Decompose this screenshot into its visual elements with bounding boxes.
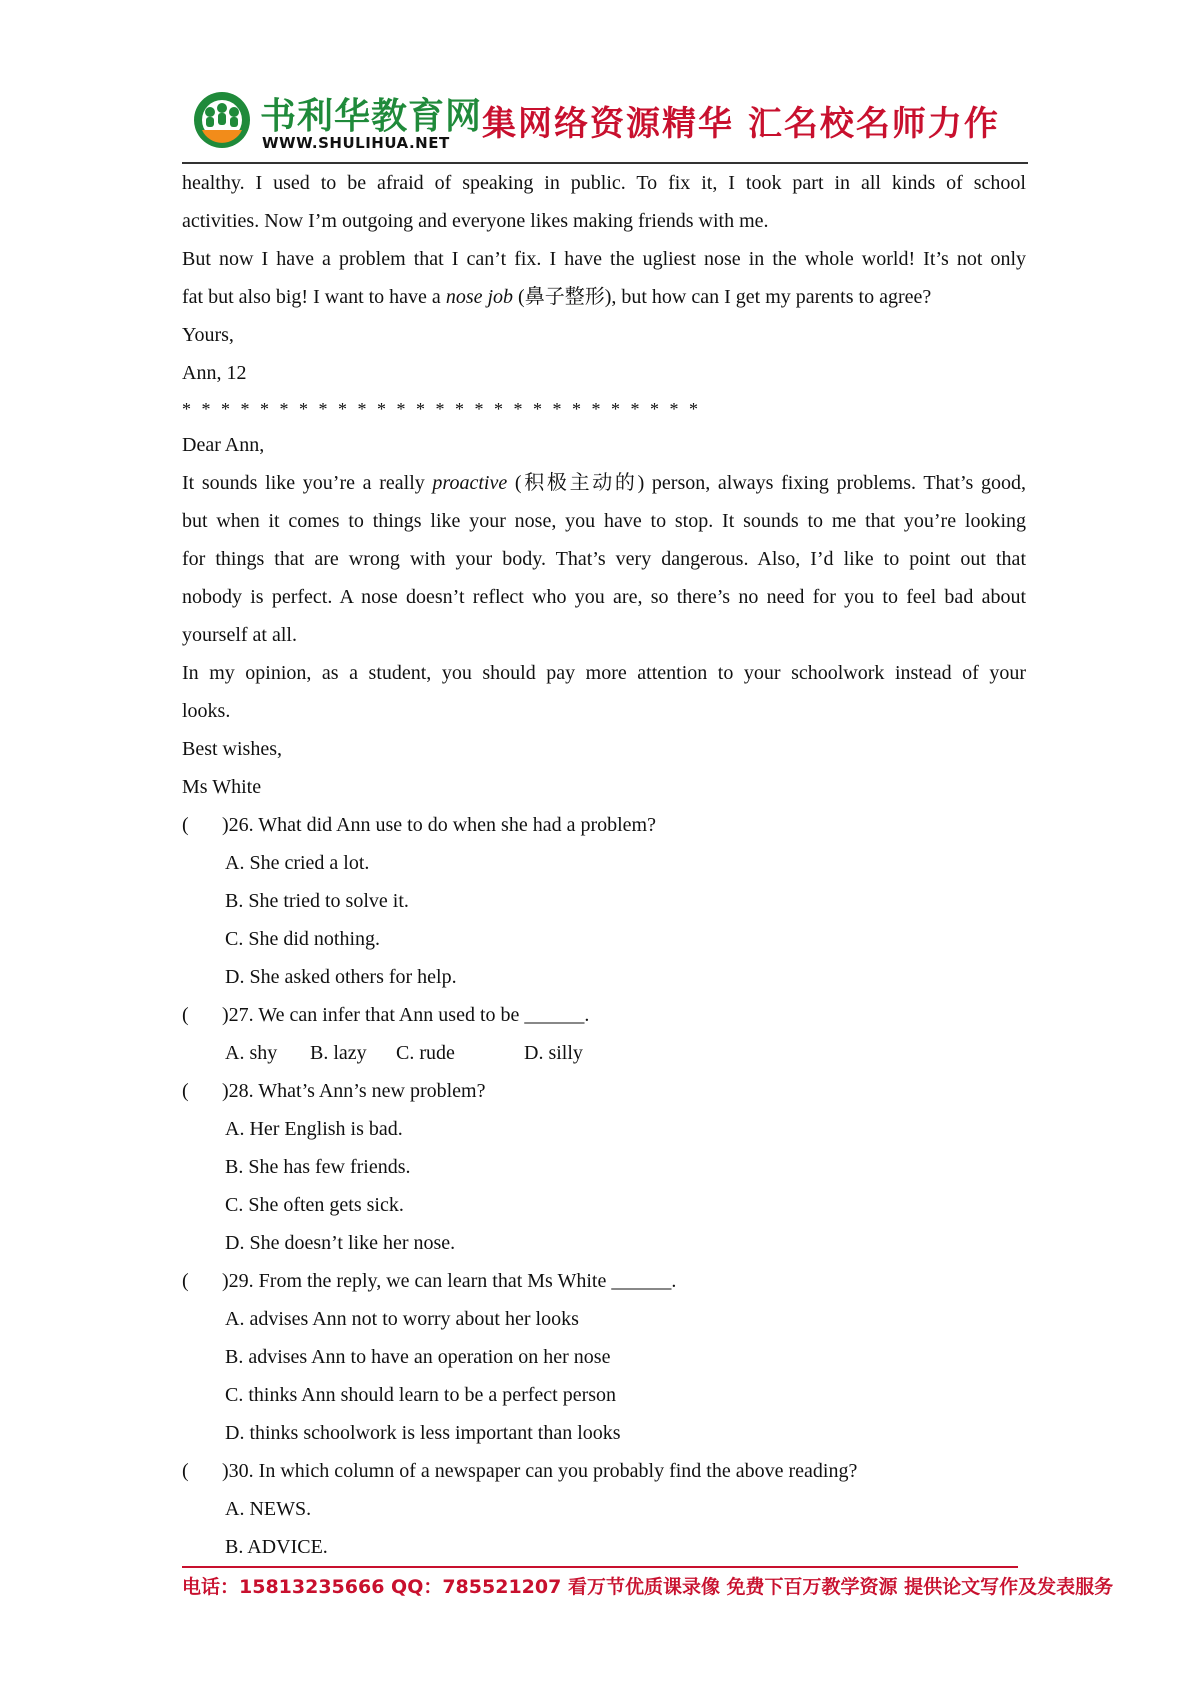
letter-text-line: But now I have a problem that I can’t fix. I have the ugliest nose in the whole world! It’s not only xyxy=(182,248,1026,270)
option-item: B. lazy xyxy=(310,1042,367,1064)
answer-blank[interactable]: ( xyxy=(182,1270,189,1292)
option-item: A. She cried a lot. xyxy=(225,852,370,874)
reply-text-line: nobody is perfect. A nose doesn’t reflect who you are, so there’s no need for you to feel bad about xyxy=(182,586,1026,608)
reading-content xyxy=(182,164,1026,1566)
site-name-cn: 书利华教育网 xyxy=(260,96,483,137)
italic-term: proactive xyxy=(432,472,508,494)
option-item: D. She asked others for help. xyxy=(225,966,457,988)
option-item: D. thinks schoolwork is less important than looks xyxy=(225,1422,621,1444)
option-item: A. advises Ann not to worry about her looks xyxy=(225,1308,579,1330)
question-stem: )29. From the reply, we can learn that Ms White ______. xyxy=(222,1270,677,1292)
site-footer-contact: 电话：15813235666 QQ：785521207 看万节优质课录像 免费下百万教学资源 提供论文写作及发表服务 xyxy=(182,1576,1114,1598)
letter-text-line: activities. Now I’m outgoing and everyone likes making friends with me. xyxy=(182,210,769,232)
question-30 xyxy=(182,1452,1026,1490)
reply-signature: Ms White xyxy=(182,776,262,798)
reply-text-line: It sounds like you’re a really proactive (积极主动的) person, always fixing problems. That’s good, xyxy=(182,472,1026,494)
reply-closing: Best wishes, xyxy=(182,738,282,760)
letter-text-line: healthy. I used to be afraid of speaking in public. To fix it, I took part in all kinds of school xyxy=(182,172,1026,194)
option-item: A. shy xyxy=(225,1042,278,1064)
option-item: C. She often gets sick. xyxy=(225,1194,404,1216)
question-26 xyxy=(182,806,1026,844)
option-item: A. NEWS. xyxy=(225,1498,312,1520)
reply-text-line: for things that are wrong with your body. That’s very dangerous. Also, I’d like to point out that xyxy=(182,548,1026,570)
reply-text-line: but when it comes to things like your nose, you have to stop. It sounds to me that you’re looking xyxy=(182,510,1026,532)
option-item: C. rude xyxy=(396,1042,455,1064)
letter-signature: Ann, 12 xyxy=(182,362,247,384)
site-slogan: 集网络资源精华 汇名校名师力作 xyxy=(482,104,1000,144)
people-circle-logo-icon xyxy=(190,86,254,150)
option-row xyxy=(182,1034,1026,1072)
question-stem: )28. What’s Ann’s new problem? xyxy=(222,1080,486,1102)
reply-text-line: yourself at all. xyxy=(182,624,297,646)
question-27 xyxy=(182,996,1026,1034)
section-divider: * * * * * * * * * * * * * * * * * * * * * * * * * * * xyxy=(182,399,701,419)
option-item: B. She tried to solve it. xyxy=(225,890,409,912)
option-item: B. advises Ann to have an operation on her nose xyxy=(225,1346,611,1368)
question-stem: )26. What did Ann use to do when she had a problem? xyxy=(222,814,656,836)
option-item: D. silly xyxy=(524,1042,583,1064)
letter-closing: Yours, xyxy=(182,324,234,346)
letter-text-line: fat but also big! I want to have a nose job (鼻子整形), but how can I get my parents to agree? xyxy=(182,286,932,308)
option-item: B. ADVICE. xyxy=(225,1536,328,1558)
answer-blank[interactable]: ( xyxy=(182,1080,189,1102)
reply-greeting: Dear Ann, xyxy=(182,434,265,456)
answer-blank[interactable]: ( xyxy=(182,1004,189,1026)
italic-term: nose job xyxy=(445,286,514,308)
site-url: WWW.SHULIHUA.NET xyxy=(262,134,450,152)
option-item: D. She doesn’t like her nose. xyxy=(225,1232,456,1254)
answer-blank[interactable]: ( xyxy=(182,814,189,836)
site-header xyxy=(182,84,1028,166)
option-item: C. She did nothing. xyxy=(225,928,381,950)
question-stem: )30. In which column of a newspaper can you probably find the above reading? xyxy=(222,1460,858,1482)
option-item: A. Her English is bad. xyxy=(225,1118,403,1140)
question-stem: )27. We can infer that Ann used to be ______. xyxy=(222,1004,590,1026)
option-item: B. She has few friends. xyxy=(225,1156,411,1178)
answer-blank[interactable]: ( xyxy=(182,1460,189,1482)
question-29 xyxy=(182,1262,1026,1300)
footer-divider xyxy=(182,1566,1018,1568)
question-28 xyxy=(182,1072,1026,1110)
option-item: C. thinks Ann should learn to be a perfect person xyxy=(225,1384,617,1406)
reply-text-line: looks. xyxy=(182,700,231,722)
reply-text-line: In my opinion, as a student, you should pay more attention to your schoolwork instead of your xyxy=(182,662,1026,684)
